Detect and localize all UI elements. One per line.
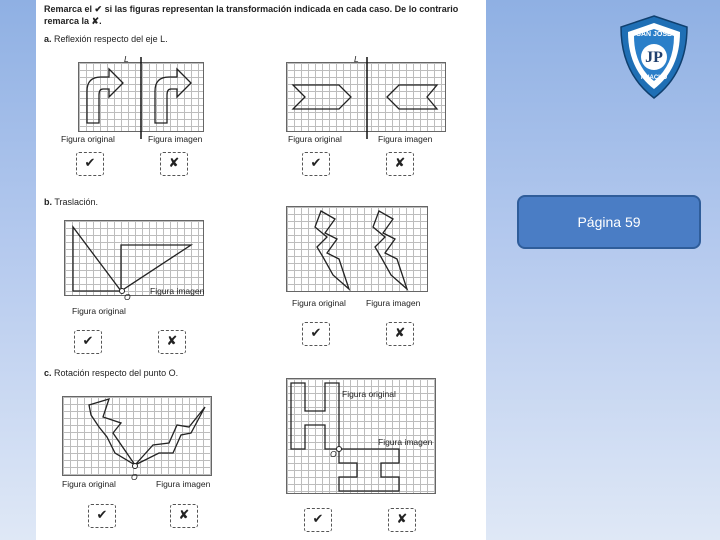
cross-box-c2[interactable]: ✘ <box>388 508 416 532</box>
label-imagen-a1: Figura imagen <box>148 134 203 144</box>
label-imagen-c1: Figura imagen <box>156 479 211 489</box>
label-original-c2: Figura original <box>342 389 396 399</box>
check-box-c2[interactable]: ✔ <box>304 508 332 532</box>
grid-a1 <box>78 62 204 132</box>
label-original-a2: Figura original <box>288 134 342 144</box>
grid-b2 <box>286 206 428 292</box>
label-original-b2: Figura original <box>292 298 346 308</box>
logo-text-bottom: HUACHO <box>640 75 668 81</box>
check-box-a1[interactable]: ✔ <box>76 152 104 176</box>
label-imagen-b1: Figura imagen <box>150 286 205 296</box>
check-box-a2[interactable]: ✔ <box>302 152 330 176</box>
section-a-heading: a. Reflexión respecto del eje L. <box>44 34 168 44</box>
grid-b1 <box>64 220 204 296</box>
axis-l-label-a2: L <box>354 54 359 64</box>
point-o-label-c2: O <box>330 449 337 459</box>
check-box-c1[interactable]: ✔ <box>88 504 116 528</box>
school-logo <box>617 13 691 101</box>
check-box-b1[interactable]: ✔ <box>74 330 102 354</box>
logo-text-top: SAN JOSÉ <box>636 31 672 38</box>
cross-box-b2[interactable]: ✘ <box>386 322 414 346</box>
section-b-heading: b. Traslación. <box>44 197 99 207</box>
cross-box-b1[interactable]: ✘ <box>158 330 186 354</box>
instruction-line-2: remarca la ✘. <box>44 16 102 26</box>
cross-box-a1[interactable]: ✘ <box>160 152 188 176</box>
label-imagen-c2: Figura imagen <box>378 437 433 447</box>
label-imagen-a2: Figura imagen <box>378 134 433 144</box>
section-c-heading: c. Rotación respecto del punto O. <box>44 368 179 378</box>
check-box-b2[interactable]: ✔ <box>302 322 330 346</box>
grid-a2 <box>286 62 446 132</box>
label-imagen-b2: Figura imagen <box>366 298 421 308</box>
page-number-badge: Página 59 <box>517 195 701 249</box>
instruction-line-1: Remarca el ✔ si las figuras representan la transformación indicada en cada caso. De lo contrario <box>44 4 459 14</box>
point-o-label-c1: O <box>131 472 138 482</box>
cross-box-a2[interactable]: ✘ <box>386 152 414 176</box>
logo-monogram: JP <box>645 49 663 66</box>
label-original-a1: Figura original <box>61 134 115 144</box>
label-original-c1: Figura original <box>62 479 116 489</box>
grid-c1 <box>62 396 212 476</box>
axis-l-label-a1: L <box>124 54 129 64</box>
label-original-b1: Figura original <box>72 306 126 316</box>
worksheet-page <box>36 0 486 540</box>
cross-box-c1[interactable]: ✘ <box>170 504 198 528</box>
point-o-label-b1: O <box>124 292 131 302</box>
